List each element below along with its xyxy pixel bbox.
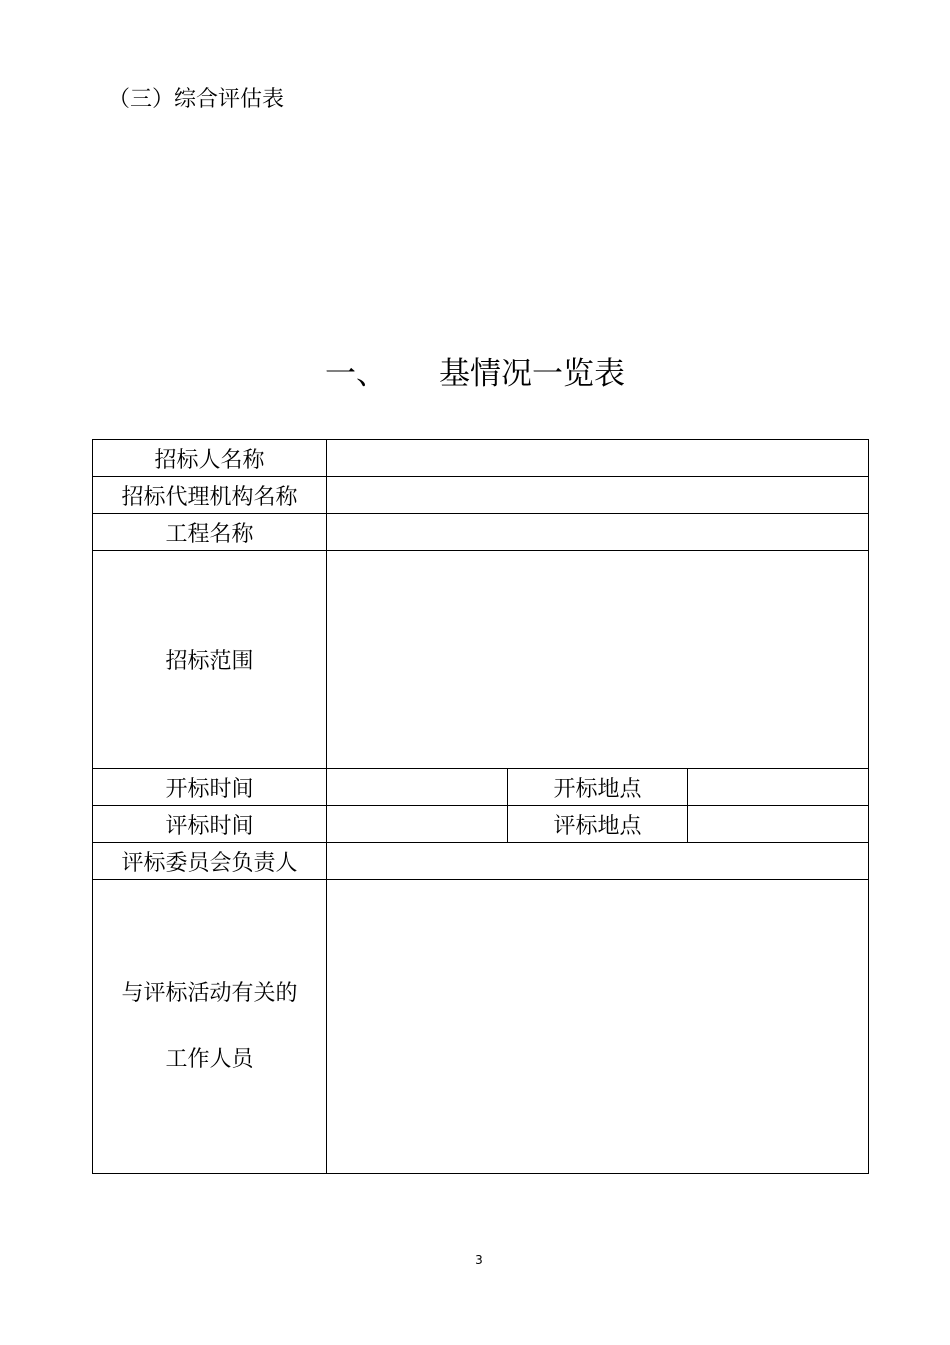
page-number: 3: [475, 1253, 483, 1267]
evaluation-place-label: 评标地点: [508, 806, 688, 843]
related-staff-label-line2: 工作人员: [165, 1046, 254, 1072]
table-row: [93, 440, 869, 477]
related-staff-label: [93, 880, 327, 1174]
opening-place-value[interactable]: [688, 769, 869, 806]
document-title: [0, 354, 950, 394]
title-text: 基情况一览表: [439, 356, 625, 392]
opening-time-value[interactable]: [327, 769, 508, 806]
tenderer-name-label: 招标人名称: [93, 440, 327, 477]
evaluation-time-label: 评标时间: [93, 806, 327, 843]
section-heading: （三）综合评估表: [108, 87, 285, 112]
bid-scope-value[interactable]: [327, 551, 869, 769]
tenderer-name-value[interactable]: [327, 440, 869, 477]
table-row: [93, 514, 869, 551]
agency-name-value[interactable]: [327, 477, 869, 514]
evaluation-place-value[interactable]: [688, 806, 869, 843]
project-name-value[interactable]: [327, 514, 869, 551]
related-staff-value[interactable]: [327, 880, 869, 1174]
agency-name-label: 招标代理机构名称: [93, 477, 327, 514]
related-staff-label-line1: 与评标活动有关的: [121, 980, 298, 1006]
table-row: [93, 551, 869, 769]
opening-place-label: 开标地点: [508, 769, 688, 806]
table-row: [93, 477, 869, 514]
evaluation-time-value[interactable]: [327, 806, 508, 843]
basic-info-table: [92, 439, 869, 1174]
committee-head-label: 评标委员会负责人: [93, 843, 327, 880]
table-row: [93, 843, 869, 880]
project-name-label: 工程名称: [93, 514, 327, 551]
table-row: [93, 769, 869, 806]
bid-scope-label: 招标范围: [93, 551, 327, 769]
table-row: [93, 880, 869, 1174]
committee-head-value[interactable]: [327, 843, 869, 880]
title-number: 一、: [325, 356, 387, 392]
table-row: [93, 806, 869, 843]
opening-time-label: 开标时间: [93, 769, 327, 806]
